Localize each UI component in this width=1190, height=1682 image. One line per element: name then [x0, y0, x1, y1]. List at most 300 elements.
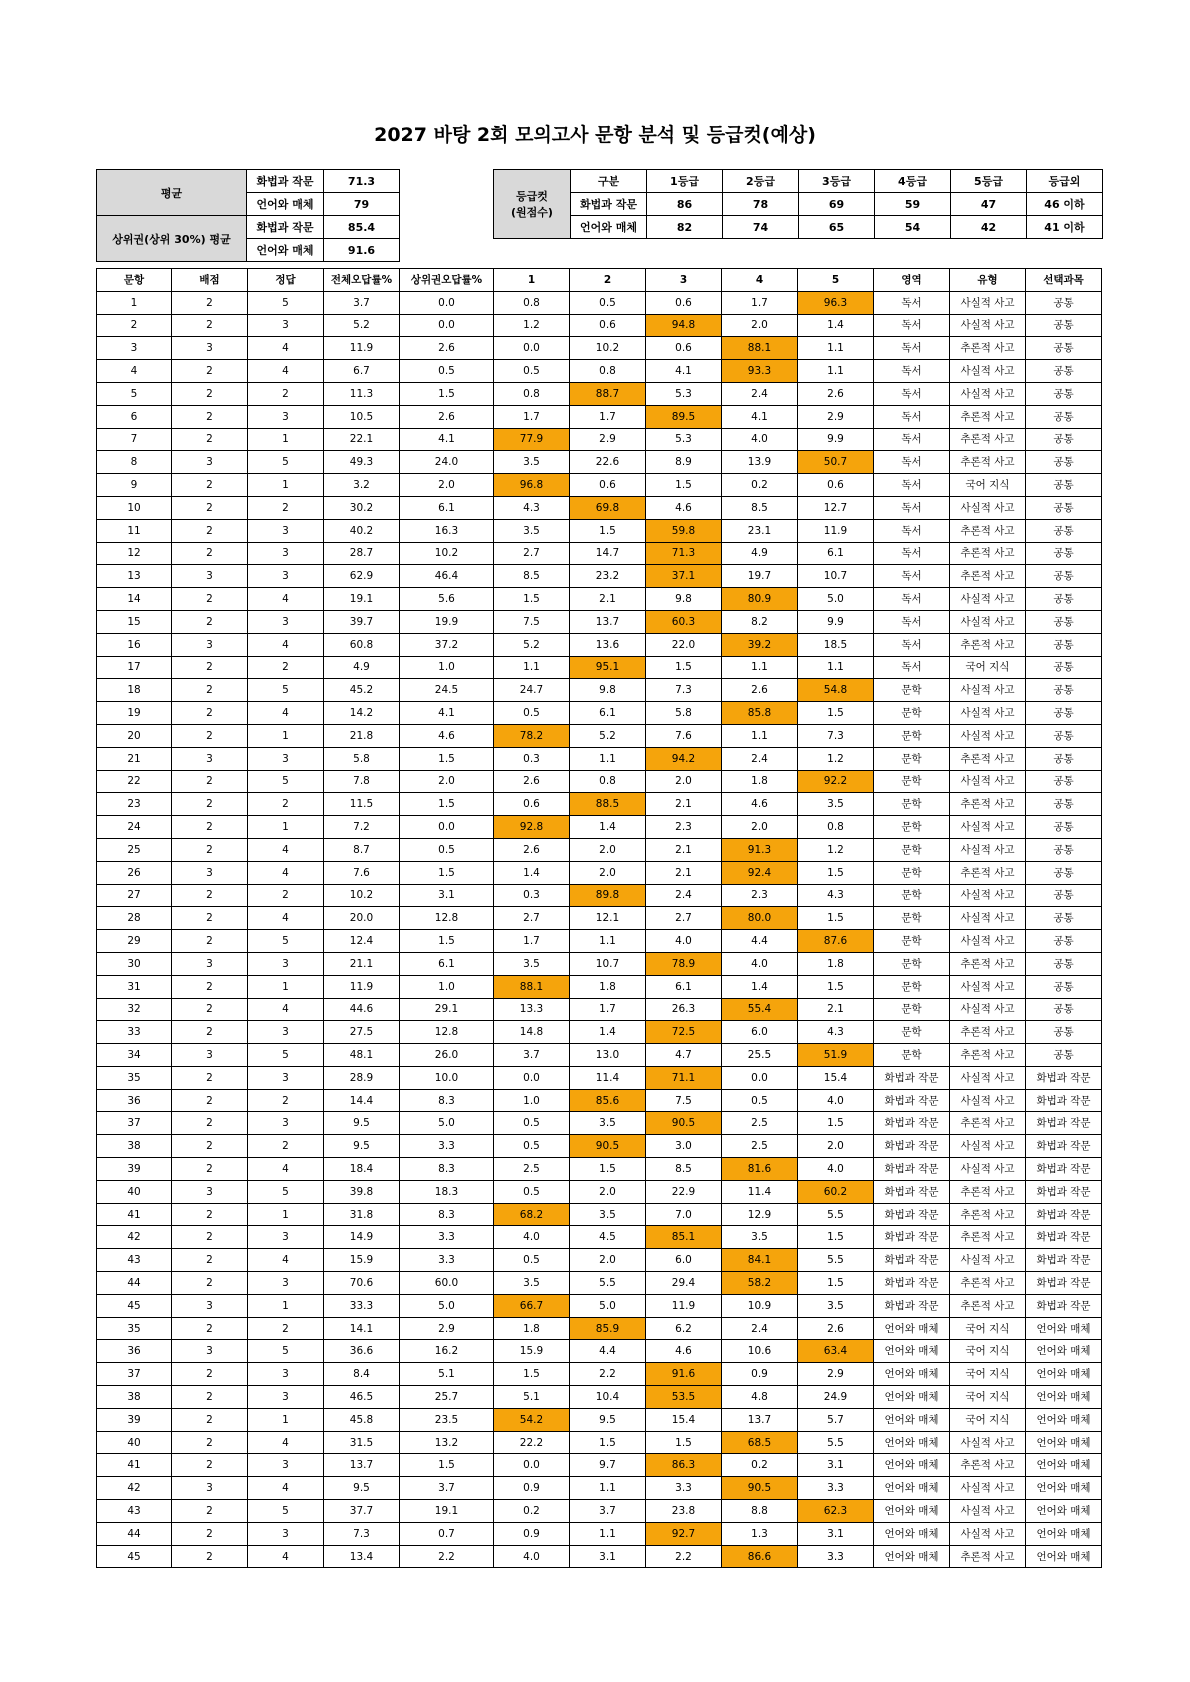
- table-cell: 3: [172, 1294, 248, 1317]
- table-cell: 독서: [874, 496, 950, 519]
- table-cell: 화법과 작문: [874, 1272, 950, 1295]
- table-cell: 공통: [1026, 314, 1102, 337]
- table-cell: 2: [172, 1272, 248, 1295]
- table-cell: 10.7: [798, 565, 874, 588]
- table-cell: 3: [248, 1386, 324, 1409]
- table-cell: 1.1: [798, 337, 874, 360]
- table-cell: 공통: [1026, 884, 1102, 907]
- table-row: [97, 1522, 1102, 1545]
- table-cell: 2: [172, 724, 248, 747]
- table-cell: 3.3: [798, 1545, 874, 1568]
- table-cell: 2.5: [722, 1112, 798, 1135]
- table-cell: 1.1: [570, 1477, 646, 1500]
- table-cell: 3: [248, 1454, 324, 1477]
- table-cell: 85.8: [722, 702, 798, 725]
- table-row: [97, 1226, 1102, 1249]
- table-cell: 문학: [874, 861, 950, 884]
- table-cell: 5: [248, 770, 324, 793]
- table-cell: 8.9: [646, 451, 722, 474]
- table-cell: 77.9: [494, 428, 570, 451]
- table-cell: 45.2: [324, 679, 400, 702]
- table-cell: 88.7: [570, 382, 646, 405]
- table-cell: 공통: [1026, 405, 1102, 428]
- table-cell: 1.8: [722, 770, 798, 793]
- table-cell: 사실적 사고: [950, 382, 1026, 405]
- table-cell: 2: [172, 1363, 248, 1386]
- table-cell: 2.6: [494, 770, 570, 793]
- table-cell: 2.0: [798, 1135, 874, 1158]
- table-cell: 2.2: [400, 1545, 494, 1568]
- table-cell: 0.0: [494, 1454, 570, 1477]
- table-cell: 0.5: [400, 360, 494, 383]
- table-cell: 화법과 작문: [874, 1226, 950, 1249]
- table-cell: 14.9: [324, 1226, 400, 1249]
- table-cell: 10: [97, 496, 172, 519]
- table-cell: 1.5: [798, 861, 874, 884]
- table-cell: 0.6: [570, 314, 646, 337]
- table-cell: 23.5: [400, 1408, 494, 1431]
- table-cell: 언어와 매체: [1026, 1386, 1102, 1409]
- table-row: [97, 1386, 1102, 1409]
- table-cell: 10.2: [570, 337, 646, 360]
- table-cell: 5.5: [798, 1203, 874, 1226]
- table-cell: 4: [248, 861, 324, 884]
- table-cell: 85.9: [570, 1317, 646, 1340]
- table-cell: 3.7: [570, 1500, 646, 1523]
- table-cell: 2: [172, 1203, 248, 1226]
- table-cell: 독서: [874, 565, 950, 588]
- table-cell: 화법과 작문: [1026, 1180, 1102, 1203]
- table-cell: 문학: [874, 816, 950, 839]
- table-cell: 1.1: [570, 747, 646, 770]
- table-row: [97, 428, 1102, 451]
- table-cell: 공통: [1026, 633, 1102, 656]
- top-average-label: 상위권(상위 30%) 평균: [97, 216, 247, 262]
- table-cell: 14.8: [494, 1021, 570, 1044]
- table-cell: 35: [97, 1066, 172, 1089]
- table-cell: 2: [172, 1158, 248, 1181]
- table-cell: 32: [97, 998, 172, 1021]
- table-cell: 5.5: [798, 1249, 874, 1272]
- table-cell: 12.4: [324, 930, 400, 953]
- table-cell: 38: [97, 1386, 172, 1409]
- table-cell: 추론적 사고: [950, 747, 1026, 770]
- table-cell: 1.5: [570, 1158, 646, 1181]
- table-cell: 4.9: [722, 542, 798, 565]
- table-cell: 4: [248, 1431, 324, 1454]
- table-cell: 독서: [874, 405, 950, 428]
- table-cell: 3: [248, 405, 324, 428]
- table-cell: 문학: [874, 1021, 950, 1044]
- table-cell: 33: [97, 1021, 172, 1044]
- table-cell: 39.2: [722, 633, 798, 656]
- table-cell: 화법과 작문: [874, 1158, 950, 1181]
- table-cell: 1.7: [494, 405, 570, 428]
- table-cell: 0.8: [798, 816, 874, 839]
- table-cell: 6.0: [646, 1249, 722, 1272]
- table-cell: 2.4: [722, 1317, 798, 1340]
- table-cell: 21.8: [324, 724, 400, 747]
- table-cell: 11.9: [646, 1294, 722, 1317]
- table-cell: 1.1: [570, 930, 646, 953]
- table-cell: 28.9: [324, 1066, 400, 1089]
- table-cell: 2.3: [722, 884, 798, 907]
- table-cell: 80.9: [722, 588, 798, 611]
- table-cell: 14.1: [324, 1317, 400, 1340]
- table-cell: 29.4: [646, 1272, 722, 1295]
- grade-cut-table: [493, 169, 1103, 239]
- table-cell: 2: [172, 1089, 248, 1112]
- table-cell: 국어 지식: [950, 656, 1026, 679]
- table-cell: 2.1: [646, 793, 722, 816]
- table-cell: 언어와 매체: [874, 1454, 950, 1477]
- table-cell: 언어와 매체: [874, 1545, 950, 1568]
- table-cell: 51.9: [798, 1044, 874, 1067]
- table-row: [97, 1066, 1102, 1089]
- table-cell: 10.6: [722, 1340, 798, 1363]
- table-cell: 8.3: [400, 1203, 494, 1226]
- table-cell: 60.2: [798, 1180, 874, 1203]
- table-cell: 2.6: [494, 838, 570, 861]
- table-cell: 4.1: [722, 405, 798, 428]
- table-cell: 화법과 작문: [1026, 1203, 1102, 1226]
- table-cell: 37.2: [400, 633, 494, 656]
- table-cell: 3.1: [570, 1545, 646, 1568]
- table-cell: 9.7: [570, 1454, 646, 1477]
- table-cell: 2: [172, 382, 248, 405]
- table-cell: 43: [97, 1249, 172, 1272]
- table-cell: 5: [248, 1180, 324, 1203]
- table-cell: 24.5: [400, 679, 494, 702]
- table-cell: 15.4: [646, 1408, 722, 1431]
- table-cell: 1.2: [798, 838, 874, 861]
- table-cell: 공통: [1026, 1021, 1102, 1044]
- table-cell: 37.1: [646, 565, 722, 588]
- table-row: [97, 1477, 1102, 1500]
- table-row: [97, 816, 1102, 839]
- table-cell: 사실적 사고: [950, 907, 1026, 930]
- table-cell: 문학: [874, 975, 950, 998]
- table-cell: 21: [97, 747, 172, 770]
- cut-row-cell: 86: [647, 193, 723, 216]
- table-cell: 0.6: [494, 793, 570, 816]
- table-cell: 20: [97, 724, 172, 747]
- table-cell: 0.5: [494, 702, 570, 725]
- top-eonmae-subject: 언어와 매체: [247, 239, 324, 262]
- table-cell: 공통: [1026, 702, 1102, 725]
- table-cell: 1.5: [798, 975, 874, 998]
- table-cell: 1.7: [494, 930, 570, 953]
- table-cell: 26.3: [646, 998, 722, 1021]
- table-cell: 공통: [1026, 291, 1102, 314]
- table-cell: 8.5: [494, 565, 570, 588]
- table-cell: 62.9: [324, 565, 400, 588]
- table-cell: 0.6: [570, 474, 646, 497]
- table-cell: 추론적 사고: [950, 542, 1026, 565]
- table-row: [97, 565, 1102, 588]
- page-title: 2027 바탕 2회 모의고사 문항 분석 및 등급컷(예상): [374, 124, 816, 146]
- top-eonmae-value: 91.6: [324, 239, 400, 262]
- table-cell: 독서: [874, 588, 950, 611]
- table-cell: 공통: [1026, 428, 1102, 451]
- table-row: [97, 588, 1102, 611]
- table-cell: 공통: [1026, 770, 1102, 793]
- table-cell: 추론적 사고: [950, 337, 1026, 360]
- table-cell: 1.5: [400, 1454, 494, 1477]
- table-cell: 화법과 작문: [1026, 1066, 1102, 1089]
- table-row: [97, 1294, 1102, 1317]
- table-cell: 독서: [874, 633, 950, 656]
- table-cell: 24.7: [494, 679, 570, 702]
- table-cell: 4.3: [798, 884, 874, 907]
- table-cell: 27: [97, 884, 172, 907]
- table-cell: 4.0: [722, 428, 798, 451]
- table-cell: 19.1: [400, 1500, 494, 1523]
- table-cell: 68.5: [722, 1431, 798, 1454]
- table-cell: 2: [97, 314, 172, 337]
- table-cell: 독서: [874, 314, 950, 337]
- table-row: [97, 1135, 1102, 1158]
- table-cell: 23.1: [722, 519, 798, 542]
- cut-row-cell: 46 이하: [1027, 193, 1103, 216]
- table-cell: 3.1: [798, 1454, 874, 1477]
- table-cell: 2: [172, 314, 248, 337]
- table-cell: 사실적 사고: [950, 816, 1026, 839]
- table-cell: 48.1: [324, 1044, 400, 1067]
- table-cell: 사실적 사고: [950, 1500, 1026, 1523]
- table-cell: 35: [97, 1317, 172, 1340]
- table-cell: 0.0: [494, 337, 570, 360]
- table-cell: 0.2: [722, 474, 798, 497]
- table-cell: 44: [97, 1522, 172, 1545]
- table-cell: 24.0: [400, 451, 494, 474]
- table-cell: 문학: [874, 770, 950, 793]
- table-cell: 50.7: [798, 451, 874, 474]
- table-cell: 추론적 사고: [950, 1044, 1026, 1067]
- table-cell: 공통: [1026, 679, 1102, 702]
- table-cell: 4: [248, 1545, 324, 1568]
- table-cell: 1.8: [570, 975, 646, 998]
- table-cell: 12.7: [798, 496, 874, 519]
- table-cell: 추론적 사고: [950, 1021, 1026, 1044]
- table-cell: 화법과 작문: [874, 1294, 950, 1317]
- table-cell: 2: [172, 975, 248, 998]
- table-cell: 86.3: [646, 1454, 722, 1477]
- table-cell: 0.9: [494, 1477, 570, 1500]
- table-cell: 11.4: [722, 1180, 798, 1203]
- table-row: [97, 907, 1102, 930]
- table-cell: 3: [248, 610, 324, 633]
- table-row: [97, 1044, 1102, 1067]
- table-cell: 2: [172, 1500, 248, 1523]
- table-cell: 6.7: [324, 360, 400, 383]
- table-cell: 3: [248, 952, 324, 975]
- table-cell: 5.6: [400, 588, 494, 611]
- table-cell: 0.8: [494, 291, 570, 314]
- table-cell: 5.0: [798, 588, 874, 611]
- table-cell: 92.8: [494, 816, 570, 839]
- table-cell: 공통: [1026, 838, 1102, 861]
- table-row: [97, 1408, 1102, 1431]
- table-row: [97, 1158, 1102, 1181]
- table-cell: 1.5: [494, 588, 570, 611]
- table-cell: 1: [248, 1408, 324, 1431]
- table-cell: 3.5: [798, 793, 874, 816]
- table-cell: 1.2: [798, 747, 874, 770]
- table-cell: 4.8: [722, 1386, 798, 1409]
- cut-row-cell: 41 이하: [1027, 216, 1103, 239]
- table-cell: 7.3: [646, 679, 722, 702]
- table-cell: 0.5: [494, 1135, 570, 1158]
- table-cell: 7.5: [646, 1089, 722, 1112]
- table-cell: 3: [248, 1522, 324, 1545]
- table-cell: 2.3: [646, 816, 722, 839]
- table-cell: 사실적 사고: [950, 1477, 1026, 1500]
- table-cell: 59.8: [646, 519, 722, 542]
- table-cell: 0.0: [400, 291, 494, 314]
- table-cell: 58.2: [722, 1272, 798, 1295]
- table-cell: 문학: [874, 907, 950, 930]
- table-cell: 69.8: [570, 496, 646, 519]
- table-cell: 15.9: [494, 1340, 570, 1363]
- table-cell: 41: [97, 1454, 172, 1477]
- table-cell: 1.5: [646, 474, 722, 497]
- table-cell: 사실적 사고: [950, 884, 1026, 907]
- table-cell: 0.6: [798, 474, 874, 497]
- table-cell: 2.7: [494, 907, 570, 930]
- table-cell: 2: [172, 998, 248, 1021]
- table-cell: 사실적 사고: [950, 1158, 1026, 1181]
- table-cell: 88.1: [722, 337, 798, 360]
- table-cell: 3: [172, 1180, 248, 1203]
- table-cell: 1.8: [494, 1317, 570, 1340]
- table-cell: 공통: [1026, 565, 1102, 588]
- table-cell: 85.6: [570, 1089, 646, 1112]
- table-cell: 8.7: [324, 838, 400, 861]
- table-row: [97, 1272, 1102, 1295]
- table-cell: 사실적 사고: [950, 1249, 1026, 1272]
- table-row: [97, 838, 1102, 861]
- table-cell: 3: [248, 747, 324, 770]
- column-header: 정답: [248, 269, 324, 292]
- table-cell: 추론적 사고: [950, 1203, 1026, 1226]
- table-cell: 공통: [1026, 519, 1102, 542]
- table-row: [97, 1180, 1102, 1203]
- table-cell: 2: [172, 679, 248, 702]
- table-cell: 1.7: [570, 405, 646, 428]
- table-cell: 2.0: [722, 314, 798, 337]
- table-cell: 2: [248, 1135, 324, 1158]
- table-cell: 화법과 작문: [1026, 1226, 1102, 1249]
- table-cell: 공통: [1026, 998, 1102, 1021]
- table-cell: 9.9: [798, 610, 874, 633]
- table-cell: 70.6: [324, 1272, 400, 1295]
- table-cell: 공통: [1026, 382, 1102, 405]
- table-cell: 11.9: [324, 975, 400, 998]
- table-cell: 사실적 사고: [950, 930, 1026, 953]
- table-cell: 5.7: [798, 1408, 874, 1431]
- table-cell: 3: [97, 337, 172, 360]
- table-row: [97, 975, 1102, 998]
- cut-row-cell: 82: [647, 216, 723, 239]
- table-cell: 문학: [874, 724, 950, 747]
- table-row: [97, 360, 1102, 383]
- table-cell: 2.0: [570, 1249, 646, 1272]
- column-header: 문항: [97, 269, 172, 292]
- table-cell: 2: [172, 656, 248, 679]
- table-cell: 6.1: [646, 975, 722, 998]
- table-cell: 81.6: [722, 1158, 798, 1181]
- table-cell: 22.9: [646, 1180, 722, 1203]
- table-cell: 1.1: [494, 656, 570, 679]
- table-cell: 60.8: [324, 633, 400, 656]
- table-cell: 추론적 사고: [950, 1112, 1026, 1135]
- table-cell: 1.5: [798, 702, 874, 725]
- table-cell: 2: [172, 1066, 248, 1089]
- table-cell: 3.5: [570, 1203, 646, 1226]
- top-hwajak-value: 85.4: [324, 216, 400, 239]
- table-cell: 3: [248, 1112, 324, 1135]
- table-cell: 2: [248, 496, 324, 519]
- table-cell: 4: [248, 633, 324, 656]
- table-cell: 96.3: [798, 291, 874, 314]
- table-cell: 45: [97, 1545, 172, 1568]
- table-cell: 문학: [874, 793, 950, 816]
- table-cell: 3: [172, 1340, 248, 1363]
- table-cell: 7.3: [324, 1522, 400, 1545]
- table-cell: 문학: [874, 679, 950, 702]
- table-cell: 언어와 매체: [1026, 1522, 1102, 1545]
- table-cell: 2.0: [400, 474, 494, 497]
- table-cell: 3: [172, 337, 248, 360]
- table-cell: 독서: [874, 542, 950, 565]
- table-cell: 12.9: [722, 1203, 798, 1226]
- table-cell: 8.5: [646, 1158, 722, 1181]
- table-cell: 1: [248, 975, 324, 998]
- table-row: [97, 405, 1102, 428]
- table-cell: 화법과 작문: [874, 1066, 950, 1089]
- table-cell: 29: [97, 930, 172, 953]
- average-summary-table: [96, 169, 400, 262]
- table-cell: 45: [97, 1294, 172, 1317]
- table-cell: 13.9: [722, 451, 798, 474]
- table-cell: 7.2: [324, 816, 400, 839]
- table-cell: 0.3: [494, 884, 570, 907]
- table-cell: 86.6: [722, 1545, 798, 1568]
- table-cell: 1.5: [798, 1112, 874, 1135]
- table-cell: 8.3: [400, 1089, 494, 1112]
- table-cell: 22.1: [324, 428, 400, 451]
- table-cell: 62.3: [798, 1500, 874, 1523]
- table-cell: 91.6: [646, 1363, 722, 1386]
- table-cell: 7.6: [646, 724, 722, 747]
- table-cell: 23.2: [570, 565, 646, 588]
- table-cell: 1.1: [798, 360, 874, 383]
- table-cell: 국어 지식: [950, 1317, 1026, 1340]
- cut-header-cell: 등급외: [1027, 170, 1103, 193]
- table-cell: 2: [172, 1249, 248, 1272]
- table-cell: 11.9: [798, 519, 874, 542]
- table-cell: 36: [97, 1089, 172, 1112]
- table-cell: 80.0: [722, 907, 798, 930]
- table-cell: 사실적 사고: [950, 838, 1026, 861]
- table-cell: 5: [248, 1340, 324, 1363]
- table-cell: 2: [172, 1226, 248, 1249]
- cut-header-cell: 4등급: [875, 170, 951, 193]
- table-cell: 4.0: [798, 1089, 874, 1112]
- table-cell: 15.9: [324, 1249, 400, 1272]
- table-cell: 2: [172, 1021, 248, 1044]
